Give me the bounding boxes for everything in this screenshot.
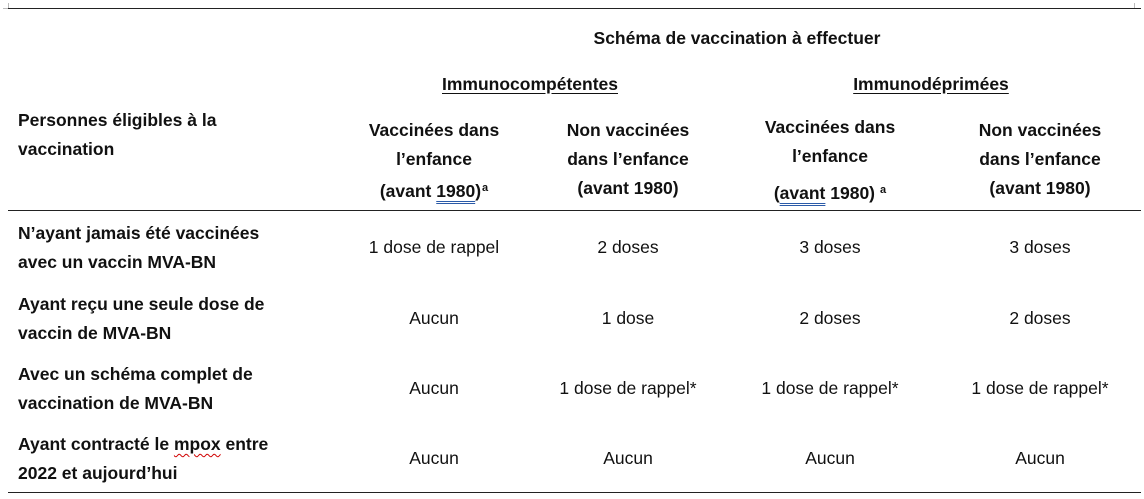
- table-top-border: [8, 8, 1141, 9]
- row-4-cell-4: Aucun: [1015, 448, 1065, 468]
- table-bottom-border: [8, 492, 1141, 493]
- col-header-3-line3: [728, 176, 932, 208]
- row-3-label-line2: vaccination de MVA-BN: [18, 393, 214, 413]
- col-header-3-line3-year: avant: [779, 183, 826, 203]
- row-4-label-flagged-word: mpox: [173, 434, 221, 454]
- row-4-cell-2: Aucun: [603, 448, 653, 468]
- col-header-1-line1: Vaccinées dans: [368, 120, 500, 140]
- row-2-cell-2: 1 dose: [601, 308, 655, 328]
- group-header-immunocompromised-label: Immunodéprimées: [853, 74, 1009, 94]
- row-2-cell-1: Aucun: [409, 308, 459, 328]
- row-header-label-line1: Personnes éligibles à la: [18, 110, 217, 130]
- col-header-4-line1: Non vaccinées: [978, 120, 1102, 140]
- col-header-3-footnote: a: [880, 184, 887, 196]
- row-3-cell-3: 1 dose de rappel*: [761, 378, 899, 398]
- group-header-immunocompetent-label: Immunocompétentes: [442, 74, 618, 94]
- group-header-immunocompromised: [728, 70, 1134, 99]
- row-1-cell-1: 1 dose de rappel: [368, 237, 500, 257]
- row-3-cell-2: 1 dose de rappel*: [559, 378, 697, 398]
- col-header-3-line3-suffix: 1980): [825, 183, 876, 203]
- table-header-border: [8, 210, 1141, 211]
- row-2-label-line1: Ayant reçu une seule dose de: [18, 294, 265, 314]
- row-3-cell-4: 1 dose de rappel*: [971, 378, 1109, 398]
- row-header-label-line2: vaccination: [18, 139, 115, 159]
- row-4-label-line1: [18, 430, 318, 459]
- row-2-label-line2: vaccin de MVA-BN: [18, 323, 172, 343]
- col-header-4-line2: dans l’enfance: [979, 149, 1101, 169]
- col-header-3-line1: Vaccinées dans: [764, 117, 896, 137]
- col-header-4-line3: (avant 1980): [989, 178, 1091, 198]
- col-header-1-line2: l’enfance: [396, 149, 472, 169]
- col-header-1-line3-suffix: ): [475, 181, 482, 201]
- row-3-cell-1: Aucun: [409, 378, 459, 398]
- col-header-2-line3: (avant 1980): [577, 178, 679, 198]
- row-4-label-prefix: Ayant contracté le: [18, 434, 174, 454]
- col-header-1-line3-year: 1980: [436, 181, 476, 201]
- col-header-2-line2: dans l’enfance: [567, 149, 689, 169]
- row-2-cell-3: 2 doses: [799, 308, 861, 328]
- row-1-cell-4: 3 doses: [1009, 237, 1071, 257]
- row-3-label-line1: Avec un schéma complet de: [18, 364, 253, 384]
- row-1-cell-2: 2 doses: [597, 237, 659, 257]
- col-header-1-footnote: a: [482, 182, 489, 194]
- col-header-1-line3-prefix: (avant: [379, 181, 437, 201]
- row-4-label-suffix: entre: [220, 434, 269, 454]
- row-2-cell-4: 2 doses: [1009, 308, 1071, 328]
- row-4-cell-3: Aucun: [805, 448, 855, 468]
- row-1-cell-3: 3 doses: [799, 237, 861, 257]
- schedule-header: Schéma de vaccination à effectuer: [593, 28, 881, 48]
- row-4-label-line2: 2022 et aujourd’hui: [18, 463, 178, 483]
- row-4-cell-1: Aucun: [409, 448, 459, 468]
- col-header-2-line1: Non vaccinées: [566, 120, 690, 140]
- col-header-3-line2: l’enfance: [792, 146, 868, 166]
- col-header-3-line3-prefix: (: [773, 183, 780, 203]
- col-header-1-line3: [332, 174, 536, 206]
- row-1-label-line2: avec un vaccin MVA-BN: [18, 252, 217, 272]
- row-1-label-line1: N’ayant jamais été vaccinées: [18, 223, 260, 243]
- group-header-immunocompetent: [332, 70, 728, 99]
